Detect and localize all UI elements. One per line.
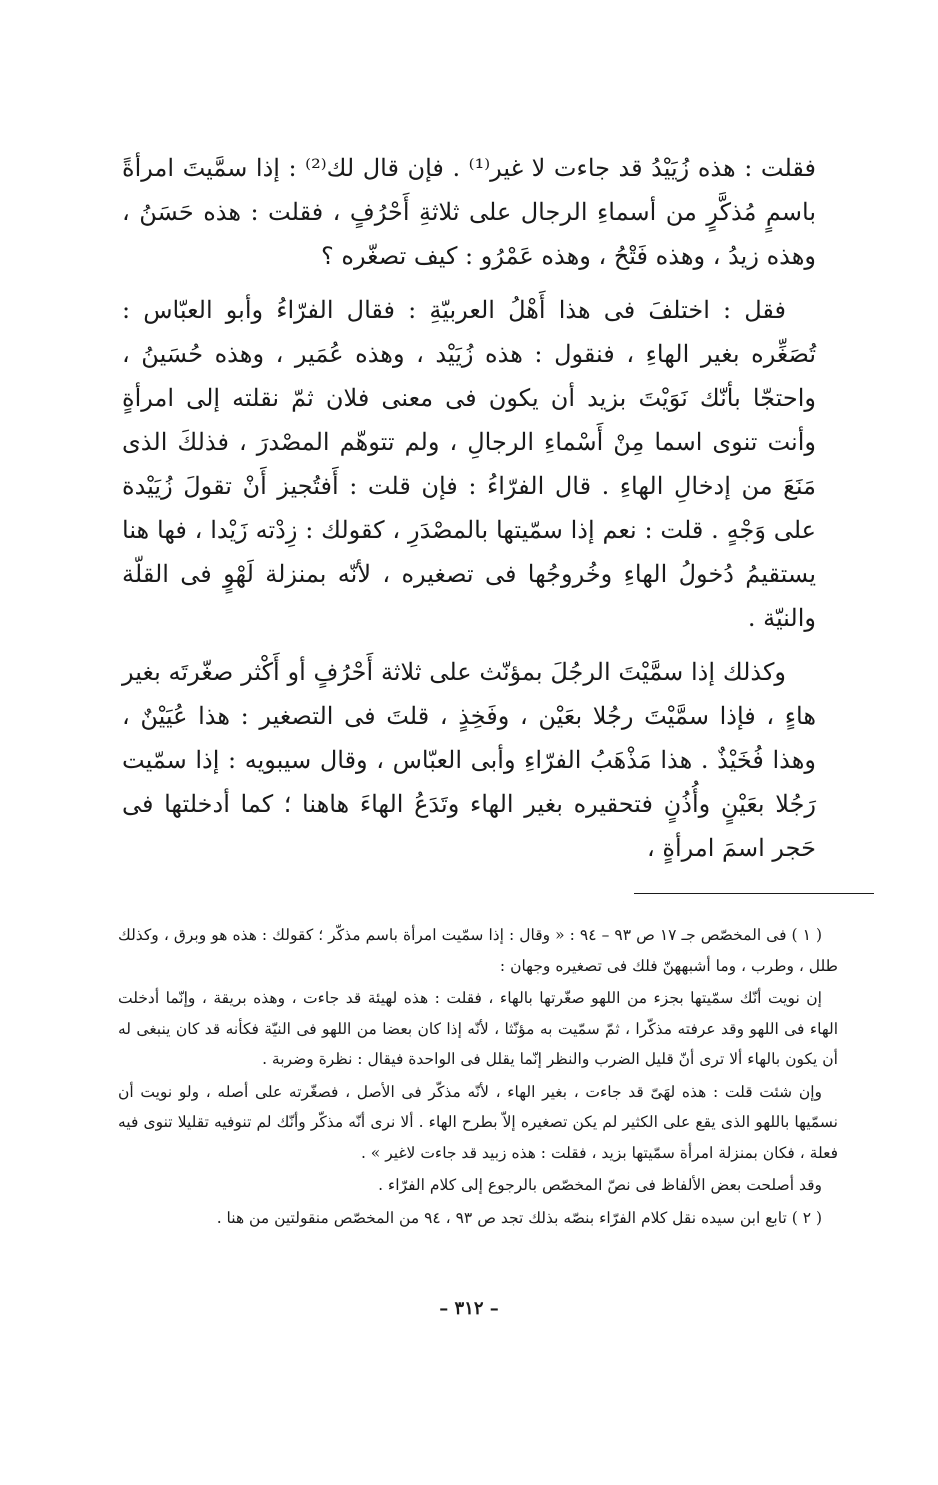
paragraph-1: فقلت : هذه زُيَيْدُ قد جاءت لا غير⁽¹⁾ . فإن قال لك⁽²⁾ : إذا سمَّيتَ امرأةً باسمٍ مُذكَّرٍ من أسماءِ الرجال على ثلاثةِ أَحْرُفٍ ، فقلت : هذه حَسَنُ ، وهذه زيدُ ، وهذه فَتْحُ ، وهذه عَمْرُو : كيف تصغّره ؟ xyxy=(122,154,817,270)
footnote-1-continuation-a: إن نويت أنّك سمّيتها بجزء من اللهو صغّرتها بالهاء ، فقلت : هذه لهيئة قد جاءت ، وهذه بريقة ، وإنّما أدخلت الهاء فى اللهو وقد عرفته مذكّرا ، ثمّ سمّيت به مؤنّثا ، لأنّه إذا كان بعضا من اللهو فى النيّة فكأنه قد كان ينبغى له أن يكون بالهاء ألا ترى أنّ قليل الضرب والنظر إنّما يقلل فى الواحدة فيقال : نظرة وضربة . xyxy=(118,989,838,1068)
footnote-separator xyxy=(634,893,874,894)
footnote-1: ( ١ ) فى المخصّص جـ ١٧ ص ٩٣ – ٩٤ : « وقال : إذا سمّيت امرأة باسم مذكّر ؛ كقولك : هذه هو وبرق ، وكذلك طلل ، وطرب ، وما أشبههنّ فلك فى تصغيره وجهان : xyxy=(118,926,838,975)
paragraph-2: فقل : اختلفَ فى هذا أَهْلُ العربيّةِ : فقال الفرّاءُ وأبو العبّاس : تُصَغِّره بغير الهاءِ ، فنقول : هذه زُيَيْد ، وهذه عُمَير ، وهذه حُسَينُ ، واحتجّا بأنّك نَوَيْتَ بزيد أن يكون فى معنى فلان ثمّ نقلته إلى امرأةٍ وأنت تنوى اسما مِنْ أَسْماءِ الرجالِ ، ولم تتوهّم المصْدرَ ، فذلكَ الذى مَنَعَ من إدخالِ الهاءِ . قال الفرّاءُ : فإن قلت : أَفتُجيز أَنْ تقولَ زُيَيْدة على وَجْهٍ . قلت : نعم إذا سمّيتها بالمصْدَرِ ، كقولك : زِدْته زَيْدا ، فها هنا يستقيمُ دُخولُ الهاءِ وخُروجُها فى تصغيره ، لأنّه بمنزلة لَهْوٍ فى القلّة والنيّة . xyxy=(122,296,817,632)
main-text-body xyxy=(122,146,816,880)
footnote-1-continuation-b: وإن شئت قلت : هذه لهَىّ قد جاءت ، بغير الهاء ، لأنّه مذكّر فى الأصل ، فصغّرته على أصله ، ولو نويت أن نسمّيها باللهو الذى يقع على الكثير لم يكن تصغيره إلاّ بطرح الهاء . ألا نرى أنّه مذكّر وأنّك لم تنوفيه تقليلا تنوى فيه فعلة ، فكان بمنزلة امرأة سمّيتها بزيد ، فقلت : هذه زبيد قد جاءت لاغير » . xyxy=(118,1082,838,1162)
footnote-1-editor-note: وقد أصلحت بعض الألفاظ فى نصّ المخصّص بالرجوع إلى كلام الفرّاء . xyxy=(378,1176,822,1194)
paragraph-3: وكذلك إذا سمَّيْتَ الرجُلَ بمؤنّث على ثلاثة أَحْرُفٍ أو أَكْثر صغّرتَه بغير هاءٍ ، فإذا سمَّيْتَ رجُلا بعَيْن ، وفَخِذٍ ، قلتَ فى التصغير : هذا عُيَيْنٌ ، وهذا فُخَيْذٌ . هذا مَذْهَبُ الفرّاءِ وأبى العبّاس ، وقال سيبويه : إذا سمّيت رَجُلا بعَيْنٍ وأُذُنٍ فتحقيره بغير الهاء وتَدَعُ الهاءَ هاهنا ؛ كما أدخلتها فى حَجر اسمَ امرأةٍ ، xyxy=(122,658,816,862)
page-number: – ٣١٢ – xyxy=(439,1298,499,1319)
footnote-2: ( ٢ ) تابع ابن سيده نقل كلام الفرّاء بنصّه بذلك تجد ص ٩٣ ، ٩٤ من المخصّص منقولتين من هنا . xyxy=(216,1208,822,1227)
footnotes-section xyxy=(118,920,838,1235)
